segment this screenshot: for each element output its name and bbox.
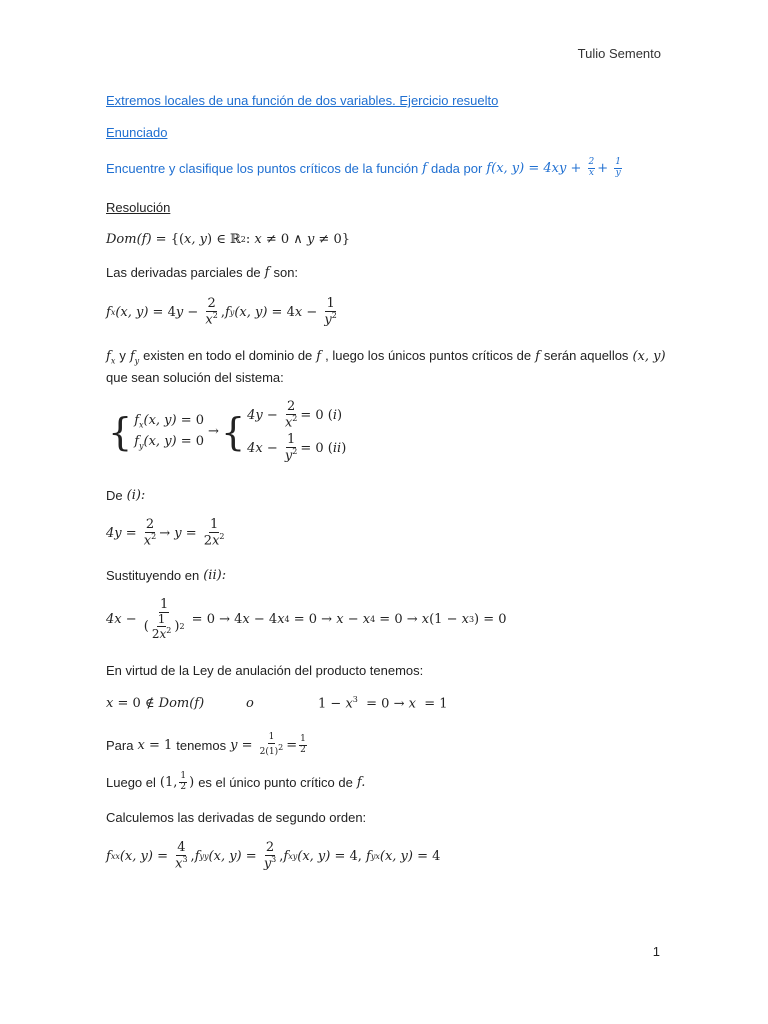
second-order-intro: Calculemos las derivadas de segundo orden: bbox=[106, 810, 367, 825]
equation: x = 1 bbox=[137, 737, 173, 753]
fx-symbol: $f_x$ bbox=[106, 349, 116, 366]
domain-equation: Dom(f) = {( x, y ) ∈ ℝ 2 : x ≠ 0 ∧ y ≠ 0} bbox=[106, 232, 350, 247]
null-product-law: En virtud de la Ley de anulación del producto tenemos: bbox=[106, 663, 424, 678]
f-symbol: f bbox=[535, 349, 540, 364]
fraction: $\frac{1}{y^2}$ bbox=[324, 296, 337, 328]
partial-derivatives-intro bbox=[106, 265, 298, 280]
fraction-2-over-x: $\frac{2}{x}$ bbox=[588, 157, 595, 178]
existence-statement-line2: que sean solución del sistema: bbox=[106, 370, 284, 385]
equation: y = $\frac{1}{2(1)^2}$ = $\frac{1}{2}$ bbox=[230, 732, 306, 757]
fraction: $\frac{1}{y^2}$ bbox=[284, 431, 298, 464]
intro-text: Las derivadas parciales de bbox=[106, 265, 261, 280]
f-symbol: f bbox=[264, 265, 270, 280]
first-derivatives-equation: f x (x, y) = 4 y − $\frac{2}{x^2}$ , f y (x, y) = 4 x − $\frac{1}{y^2}$ bbox=[106, 296, 337, 328]
fraction: $\frac{1}{2(1)^2}$ bbox=[259, 732, 284, 757]
y-value-for-x1 bbox=[106, 733, 309, 758]
fraction: $\frac{1}{2}$ bbox=[300, 734, 306, 755]
unico-text: es el único punto crítico de bbox=[198, 774, 353, 790]
existence-text-2: , luego los únicos puntos críticos de bbox=[325, 348, 532, 363]
or-text: o bbox=[246, 696, 254, 711]
existence-statement-line1 bbox=[106, 348, 666, 366]
fraction: $\frac{1}{2}$ bbox=[180, 771, 187, 792]
author-header: Tulio Semento bbox=[577, 46, 661, 61]
de-text: De bbox=[106, 488, 123, 503]
enunciado-text: Encuentre y clasifique los puntos críticos de la función bbox=[106, 160, 419, 176]
luego-text: Luego el bbox=[106, 774, 156, 790]
substitution-equation: 4x − 1 ( $\frac{1}{2x^2}$ ) 2 = 0 → 4 x − 4 x 4 = 0 → x − x 4 = 0 → x (1 − x 3 ) = 0 bbox=[106, 597, 507, 642]
fraction-1-over-y: $\frac{1}{y}$ bbox=[615, 157, 622, 178]
existence-text-1: existen en todo el dominio de bbox=[143, 348, 313, 363]
para-text: Para bbox=[106, 737, 134, 753]
left-brace: { bbox=[220, 409, 246, 454]
system-right: 4y − $\frac{2}{x^2}$ = 0 ( i ) 4x − $\frac{1}{y^2}$ = 0 ( ii ) bbox=[247, 399, 347, 464]
tenemos-text: tenemos bbox=[176, 737, 227, 753]
enunciado-heading[interactable]: Enunciado bbox=[106, 125, 168, 140]
fraction: $\frac{1}{2x^2}$ bbox=[151, 612, 172, 642]
substituting-label bbox=[106, 568, 226, 583]
function-symbol: f bbox=[422, 160, 427, 176]
fraction: $\frac{2}{x^2}$ bbox=[205, 296, 218, 328]
point-xy: (x, y) bbox=[632, 349, 666, 364]
fraction: $\frac{2}{x^2}$ bbox=[284, 399, 298, 431]
and-text: y bbox=[119, 348, 126, 363]
equation-ref: (ii): bbox=[203, 568, 227, 583]
fraction: $\frac{1}{2x^2}$ bbox=[203, 517, 225, 549]
y-solution-equation: 4y = $\frac{2}{x^2}$ → y = $\frac{1}{2x^2}$ bbox=[106, 517, 225, 549]
son-text: son: bbox=[273, 265, 299, 280]
function-definition: f(x, y) = 4xy + $\frac{2}{x}$ + $\frac{1}{y}$ bbox=[486, 157, 622, 178]
system-left: $f_x(x$, y) = 0 $f_y(x$, y) = 0 bbox=[134, 413, 205, 451]
f-symbol: f. bbox=[356, 774, 366, 790]
cases-equation: x = 0 ∉ Dom(f) o $1 - x^3 = 0 \to x = 1$ bbox=[106, 695, 448, 712]
page-number: 1 bbox=[652, 944, 660, 959]
from-i-label bbox=[106, 488, 145, 503]
critical-point-statement bbox=[106, 772, 365, 793]
enunciado-statement bbox=[106, 158, 624, 179]
existence-text-3: serán aquellos bbox=[543, 348, 629, 363]
f-symbol: f bbox=[316, 349, 322, 364]
document-title[interactable]: Extremos locales de una función de dos variables. Ejercicio resuelto bbox=[106, 93, 499, 108]
resolucion-heading: Resolución bbox=[106, 200, 171, 215]
enunciado-mid: dada por bbox=[430, 160, 483, 176]
fy-symbol: $f_y$ bbox=[129, 349, 140, 366]
system-of-equations: { $f_x(x$, y) = 0 $f_y(x$, y) = 0 → { 4y − $\frac{2}{x^2}$ = 0 ( i ) 4x − $\frac{1}{y^2}$ = 0 ( ii ) bbox=[108, 399, 347, 464]
fraction: $\frac{4}{x^3}$ bbox=[175, 840, 188, 872]
critical-point: (1, $\frac{1}{2}$ ) bbox=[159, 771, 195, 792]
equation-ref: (i): bbox=[126, 488, 146, 503]
left-brace: { bbox=[108, 409, 133, 454]
fraction: $\frac{2}{x^2}$ bbox=[143, 517, 157, 549]
sustituyendo-text: Sustituyendo en bbox=[106, 568, 200, 583]
fraction: 1 ( $\frac{1}{2x^2}$ ) 2 bbox=[143, 597, 185, 642]
fraction: $\frac{2}{y^3}$ bbox=[263, 840, 277, 872]
second-derivatives-equation: f xx (x, y) = $\frac{4}{x^3}$ , f yy (x, y) = $\frac{2}{y^3}$ , f xy (x, y) = 4, f yx (x, y) = 4 bbox=[106, 840, 441, 872]
